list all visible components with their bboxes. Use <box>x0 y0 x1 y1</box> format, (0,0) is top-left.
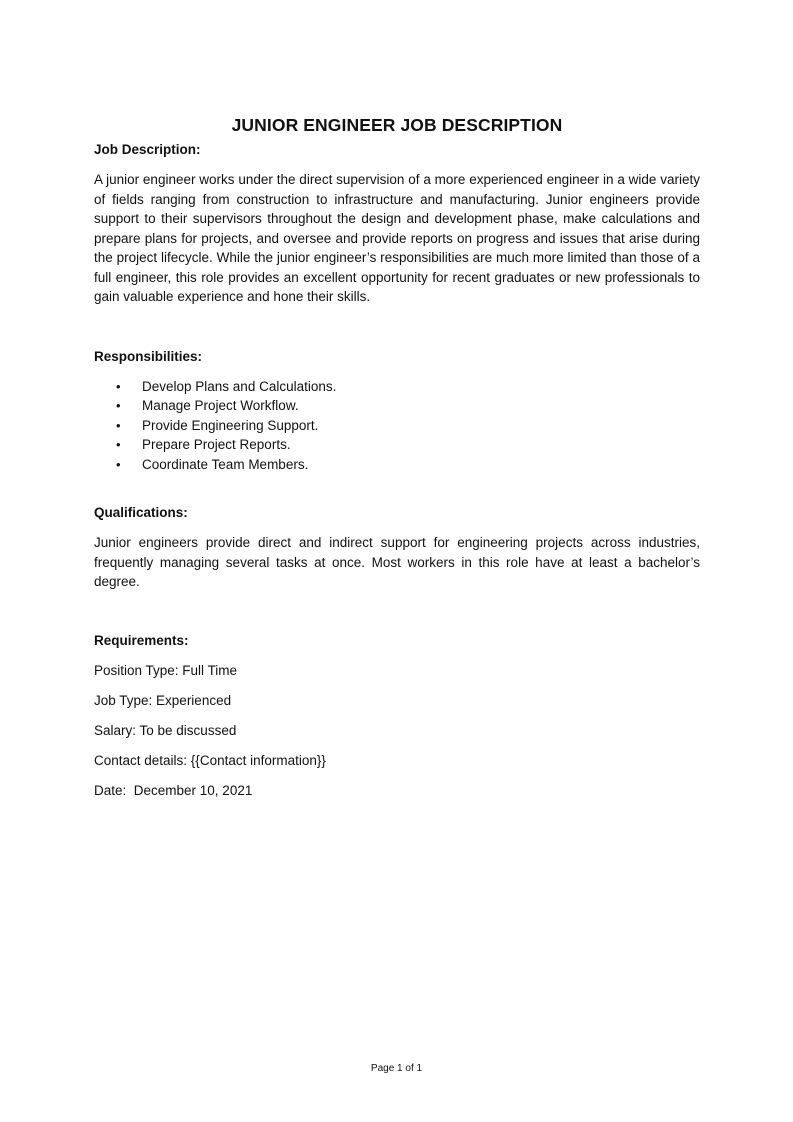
bullet-icon: • <box>116 456 121 472</box>
date: Date: December 10, 2021 <box>94 782 253 798</box>
bullet-icon: • <box>116 378 121 394</box>
qualifications-body: Junior engineers provide direct and indirect support for engineering projects across industries, frequently managing several tasks at once. Most workers in this role have at least a bachelor’s degree. <box>94 535 700 589</box>
page-number-footer: Page 1 of 1 <box>370 1063 423 1074</box>
salary: Salary: To be discussed <box>94 722 237 738</box>
document-title: JUNIOR ENGINEER JOB DESCRIPTION <box>231 115 563 135</box>
qualifications-section <box>94 503 700 592</box>
qualifications-heading: Qualifications: <box>94 505 188 520</box>
contact-details: Contact details: {{Contact information}} <box>94 752 326 768</box>
list-item <box>94 416 700 436</box>
job-description-body: A junior engineer works under the direct supervision of a more experienced engineer in a wide variety of fields ranging from construction to infrastructure and manufacturing. Junior engineers provide support to their supervisors throughout the design and development phase, make calculations and prepare plans for projects, and oversee and provide reports on progress and issues that arise during the project lifecycle. While the junior engineer’s responsibilities are much more limited than those of a full engineer, this role provides an excellent opportunity for recent graduates or new professionals to gain valuable experience and hone their skills. <box>94 172 700 304</box>
requirements-section <box>94 631 700 801</box>
bullet-icon: • <box>116 437 121 452</box>
responsibilities-heading: Responsibilities: <box>94 348 203 364</box>
bullet-icon: • <box>116 398 121 413</box>
list-item-text: Manage Project Workflow. <box>142 398 299 413</box>
job-type: Job Type: Experienced <box>94 692 232 708</box>
job-description-heading: Job Description: <box>94 142 201 157</box>
bullet-icon: • <box>116 417 121 433</box>
list-item <box>94 377 700 397</box>
position-type: Position Type: Full Time <box>94 662 238 678</box>
list-item <box>94 435 700 455</box>
list-item <box>94 455 700 475</box>
requirements-heading: Requirements: <box>94 632 189 648</box>
list-item-text: Coordinate Team Members. <box>142 456 309 472</box>
list-item-text: Prepare Project Reports. <box>142 437 291 452</box>
job-description-section <box>94 140 700 307</box>
responsibilities-list <box>94 377 700 475</box>
list-item-text: Provide Engineering Support. <box>142 417 319 433</box>
list-item-text: Develop Plans and Calculations. <box>142 378 337 394</box>
document-content <box>94 113 700 801</box>
list-item <box>94 396 700 416</box>
responsibilities-section <box>94 347 700 475</box>
